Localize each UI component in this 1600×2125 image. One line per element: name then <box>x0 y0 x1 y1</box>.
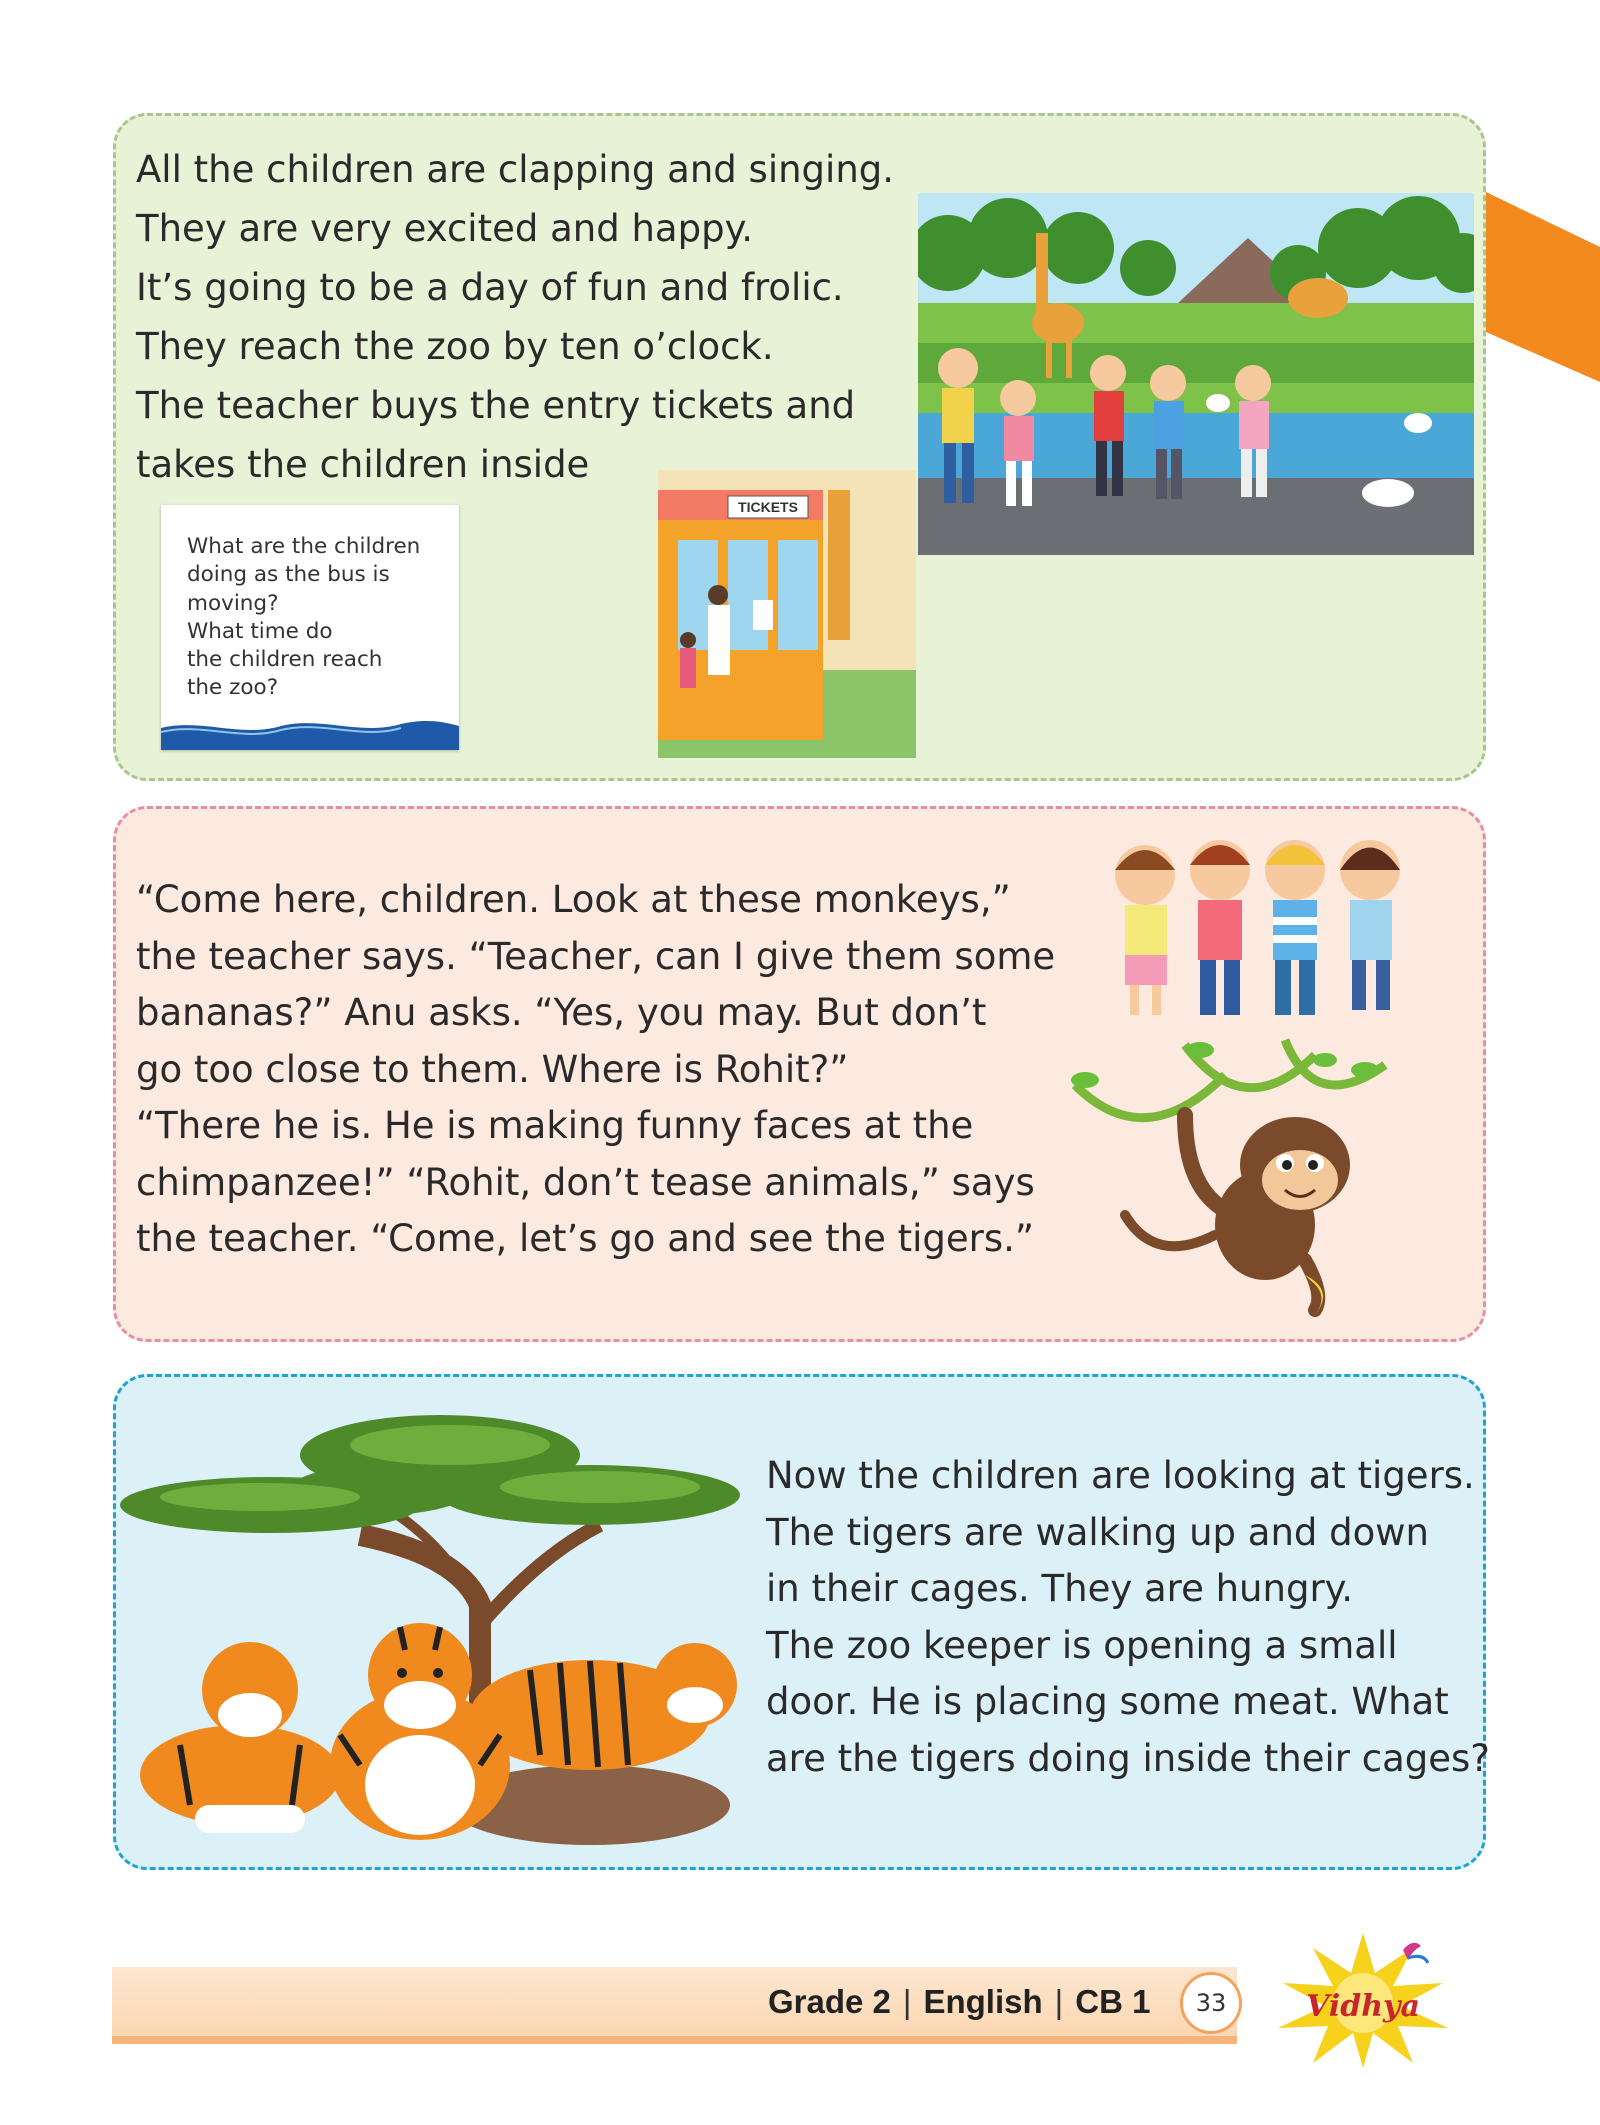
question-line: doing as the bus is <box>187 562 390 588</box>
children-group-illustration <box>1080 825 1430 1025</box>
footer-separator: | <box>902 1983 912 2020</box>
question-card <box>161 505 459 750</box>
text-line: chimpanzee!” “Rohit, don’t tease animals,” says <box>136 1160 1035 1204</box>
text-line: the teacher says. “Teacher, can I give them some <box>136 934 1056 978</box>
question-line: moving? <box>187 590 279 616</box>
book-label: CB 1 <box>1075 1983 1151 2020</box>
page-number: 33 <box>1180 1972 1242 2034</box>
text-line: They reach the zoo by ten o’clock. <box>136 325 774 368</box>
text-line: door. He is placing some meat. What <box>766 1680 1449 1723</box>
text-line: the teacher. “Come, let’s go and see the tigers.” <box>136 1217 1035 1260</box>
vidhya-logo <box>1253 1928 1473 2068</box>
text-line: The zoo keeper is opening a small <box>766 1623 1398 1667</box>
monkey-illustration <box>1065 1035 1415 1330</box>
text-line: bananas?” Anu asks. “Yes, you may. But don’t <box>136 991 987 1034</box>
text-line: “Come here, children. Look at these monkeys,” <box>136 878 1011 921</box>
zoo-scene-illustration <box>918 193 1474 555</box>
tigers-under-tree-illustration <box>120 1405 760 1865</box>
story-paragraph-1 <box>136 140 894 494</box>
story-paragraph-2 <box>136 872 1055 1268</box>
question-text <box>187 533 447 703</box>
text-line: They are very excited and happy. <box>136 207 753 250</box>
subject-label: English <box>923 1983 1043 2020</box>
text-line: “There he is. He is making funny faces at the <box>136 1104 974 1147</box>
question-line: the zoo? <box>187 675 279 701</box>
question-line: What are the children <box>187 534 421 559</box>
text-line: in their cages. They are hungry. <box>766 1567 1354 1610</box>
footer-underline <box>112 2036 1237 2044</box>
ticket-booth-illustration <box>658 470 916 758</box>
question-line: the children reach <box>187 647 383 673</box>
footer-label <box>768 1983 1150 2021</box>
text-line: go too close to them. Where is Rohit?” <box>136 1047 849 1091</box>
text-line: All the children are clapping and singing. <box>136 148 895 191</box>
text-line: takes the children inside <box>136 443 590 486</box>
ticket-sign: TICKETS <box>738 499 798 515</box>
orange-side-tab <box>1486 192 1600 382</box>
text-line: are the tigers doing inside their cages? <box>766 1736 1490 1780</box>
text-line: Now the children are looking at tigers. <box>766 1454 1475 1497</box>
text-line: The tigers are walking up and down <box>766 1510 1429 1554</box>
question-line: What time do <box>187 618 333 644</box>
grade-label: Grade 2 <box>768 1983 891 2020</box>
logo-text: Vidhya <box>1306 1989 1420 2024</box>
text-line: The teacher buys the entry tickets and <box>136 384 856 427</box>
text-line: It’s going to be a day of fun and frolic. <box>136 266 844 309</box>
wave-decoration <box>161 710 459 750</box>
footer-separator: | <box>1054 1983 1064 2020</box>
story-paragraph-3 <box>766 1448 1490 1787</box>
